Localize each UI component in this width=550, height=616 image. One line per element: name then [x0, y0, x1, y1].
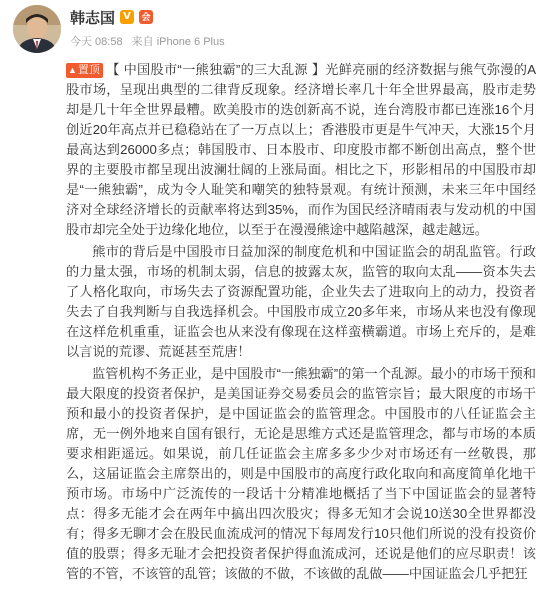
post-source: 来自 iPhone 6 Plus	[131, 36, 225, 48]
pinned-label: 置顶	[77, 64, 100, 76]
username[interactable]: 韩志国	[70, 9, 116, 27]
pinned-badge	[66, 63, 103, 78]
member-badge-icon[interactable]: 会	[139, 10, 153, 24]
paragraph-text: 光鲜亮丽的经济数据与熊气弥漫的A股市场，呈现出典型的二律背反现象。经济增长率几十年全世界最高，股市走势却是几十年全世界最糟。欧美股市的迭创新高不说，连台湾股市都已连涨16个月创近20年高点并已稳稳站在了一万点以上；香港股市更是牛气冲天，大涨15个月最高达到26000多点；韩国股市、日本股市、印度股市都不断创出高点，整个世界的主要股市都呈现出波澜壮阔的上涨局面。相比之下，形影相吊的中国股市却是“一熊独霸”，成为令人耻笑和嘲笑的独特景观。有统计预测，未来三年中国经济对全球经济增长的贡献率将达到35%，而作为国民经济晴雨表与发动机的中国股市却完全处于边缘化地位，以至于在漫漫熊途中越陷越深，越走越远。	[66, 62, 536, 237]
post-paragraph-3	[66, 364, 536, 584]
post-meta	[70, 33, 231, 49]
post-paragraph-1	[66, 60, 536, 240]
name-row	[70, 8, 153, 26]
verified-v-icon[interactable]: V	[120, 10, 134, 24]
post-header	[0, 0, 550, 56]
paragraph-text: 监管机构不务正业，是中国股市“一熊独霸”的第一个乱源。最小的市场干预和最大限度的投资者保护，是美国证券交易委员会的监管宗旨；最大限度的市场干预和最小的投资者保护，是中国证监会的监管理念。中国股市的八任证监会主席，无一例外地来自国有银行，无论是思维方式还是监管理念，都与市场的本质要求相距遥远。如果说，前几任证监会主席多多少少对市场还有一丝敬畏，那么，这届证监会主席祭出的，则是中国股市的高度行政化取向和高度简单化地干预市场。市场中广泛流传的一段话十分精准地概括了当下中国证监会的显著特点：得多无能才会在两年中搞出四次股灾；得多无知才会说10送30全世界都没有；得多无聊才会在股民血流成河的情况下每周发行10只他们所说的没有投资价值的股票；得多无耻才会把投资者保护得血流成河，还说是他们的应尽职责！该管的不管，不该管的乱管；该做的不做，不该做的乱做——中国证监会几乎把狂	[66, 366, 536, 581]
avatar[interactable]	[13, 5, 61, 53]
pin-arrow-icon: ▲	[68, 65, 77, 75]
post-content	[66, 60, 536, 584]
post-timestamp[interactable]: 今天 08:58	[70, 36, 123, 48]
post-paragraph-2	[66, 242, 536, 362]
paragraph-text: 熊市的背后是中国股市日益加深的制度危机和中国证监会的胡乱监管。行政的力量太强，市场的机制太弱，信息的披露太灰，监管的取向太乱——资本失去了人格化取向，市场失去了资源配置功能，企业失去了进取向上的动力，投资者失去了自我判断与自我选择机会。中国股市成立20多年来，市场从来也没有像现在这样危机重重，证监会也从来没有像现在这样蛮横霸道。市场上充斥的，是难以言说的荒谬、荒诞甚至荒唐！	[66, 244, 536, 359]
post-title[interactable]: 【 中国股市“一熊独霸”的三大乱源 】	[105, 62, 326, 77]
